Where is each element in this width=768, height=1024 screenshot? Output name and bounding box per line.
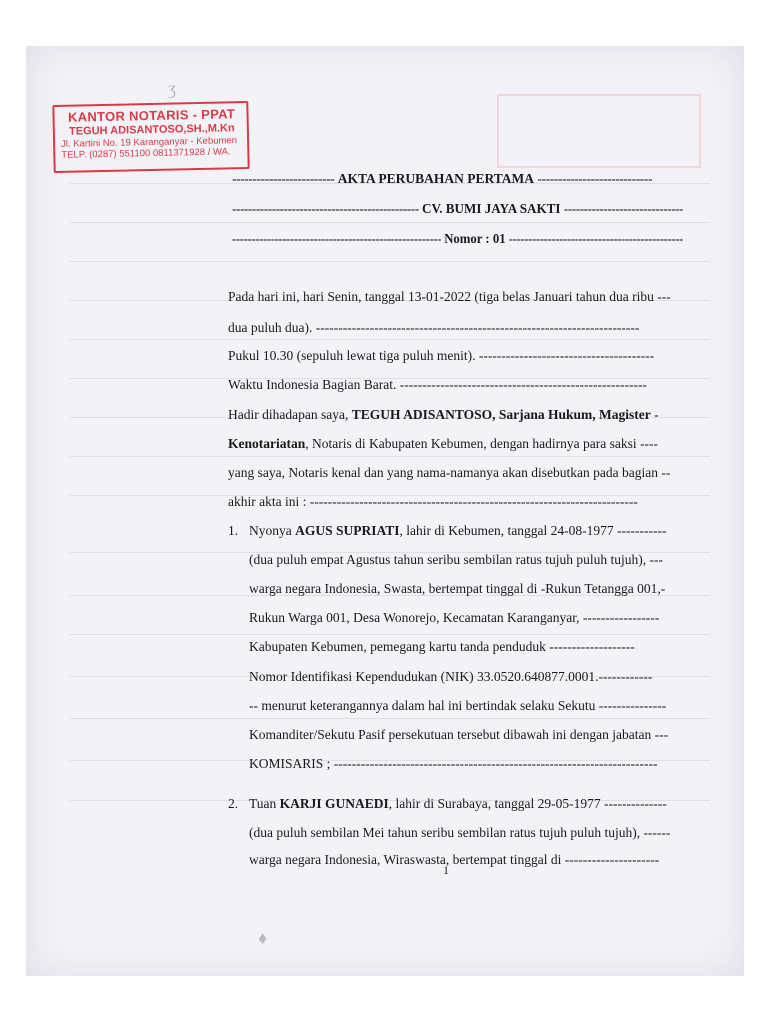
- time-line: Pukul 10.30 (sepuluh lewat tiga puluh menit). ---------------------------------------: [228, 348, 655, 363]
- stamp-notary-name: TEGUH ADISANTOSO,SH.,M.Kn: [68, 122, 235, 138]
- party-2-line-1: Tuan KARJI GUNAEDI, lahir di Surabaya, tanggal 29-05-1977 --------------: [249, 796, 667, 811]
- appearance-line-4: akhir akta ini : -------------------------------------------------------------------------: [228, 494, 638, 509]
- party-2-line-2: (dua puluh sembilan Mei tahun seribu sembilan ratus tujuh puluh tujuh), ------: [249, 825, 671, 840]
- bleed-through-stamp: [497, 94, 701, 168]
- scan-mark: ʒ: [168, 78, 176, 98]
- party-1-number: 1.: [228, 523, 239, 538]
- appearance-line-3: yang saya, Notaris kenal dan yang nama-namanya akan disebutkan pada bagian --: [228, 465, 671, 480]
- party-1-line-1: Nyonya AGUS SUPRIATI, lahir di Kebumen, tanggal 24-08-1977 -----------: [249, 523, 667, 538]
- bleed-through-line: [70, 718, 710, 719]
- bleed-through-line: [70, 634, 710, 635]
- appearance-line-2: Kenotariatan, Notaris di Kabupaten Kebumen, dengan hadirnya para saksi ----: [228, 436, 659, 451]
- party-2-number: 2.: [228, 796, 239, 811]
- party-1-line-5: Kabupaten Kebumen, pemegang kartu tanda penduduk -------------------: [249, 639, 635, 654]
- stamp-phone: TELP. (0287) 551100 0811371928 / WA.: [61, 146, 231, 161]
- party-1-line-8: Komanditer/Sekutu Pasif persekutuan tersebut dibawah ini dengan jabatan ---: [249, 727, 669, 742]
- stamp-address: Jl. Kartini No. 19 Karanganyar - Kebumen: [61, 135, 238, 150]
- scan-mark: ♦: [258, 928, 268, 948]
- bleed-through-line: [70, 222, 710, 223]
- date-line-2: dua puluh dua). ------------------------------------------------------------------------: [228, 320, 640, 335]
- appearance-line-1: Hadir dihadapan saya, TEGUH ADISANTOSO, Sarjana Hukum, Magister -: [228, 407, 659, 422]
- party-1-line-2: (dua puluh empat Agustus tahun seribu sembilan ratus tujuh puluh tujuh), ---: [249, 552, 663, 567]
- party-1-line-3: warga negara Indonesia, Swasta, bertempat tinggal di -Rukun Tetangga 001,-: [249, 581, 666, 596]
- bleed-through-line: [70, 339, 710, 340]
- party-2-line-3: warga negara Indonesia, Wiraswasta, bertempat tinggal di ---------------------: [249, 852, 660, 867]
- deed-title: ------------------------- AKTA PERUBAHAN PERTAMA ----------------------------: [232, 171, 653, 186]
- date-line-1: Pada hari ini, hari Senin, tanggal 13-01-2022 (tiga belas Januari tahun dua ribu ---: [228, 289, 671, 304]
- company-name: ----------------------------------------------- CV. BUMI JAYA SAKTI ------------------------------: [232, 201, 683, 216]
- party-1-line-6: Nomor Identifikasi Kependudukan (NIK) 33.0520.640877.0001.------------: [249, 669, 653, 684]
- party-1-line-4: Rukun Warga 001, Desa Wonorejo, Kecamatan Karanganyar, -----------------: [249, 610, 660, 625]
- deed-number: ------------------------------------------------------ Nomor : 01 ---------------------------------------------: [232, 231, 683, 246]
- party-1-line-9: KOMISARIS ; ------------------------------------------------------------------------: [249, 756, 658, 771]
- party-1-line-7: -- menurut keterangannya dalam hal ini bertindak selaku Sekutu ---------------: [249, 698, 667, 713]
- page-number: 1: [443, 863, 449, 877]
- bleed-through-line: [70, 456, 710, 457]
- stamp-office: KANTOR NOTARIS - PPAT: [67, 106, 236, 125]
- timezone-line: Waktu Indonesia Bagian Barat. -------------------------------------------------------: [228, 377, 647, 392]
- notary-stamp: [52, 101, 249, 173]
- bleed-through-line: [70, 261, 710, 262]
